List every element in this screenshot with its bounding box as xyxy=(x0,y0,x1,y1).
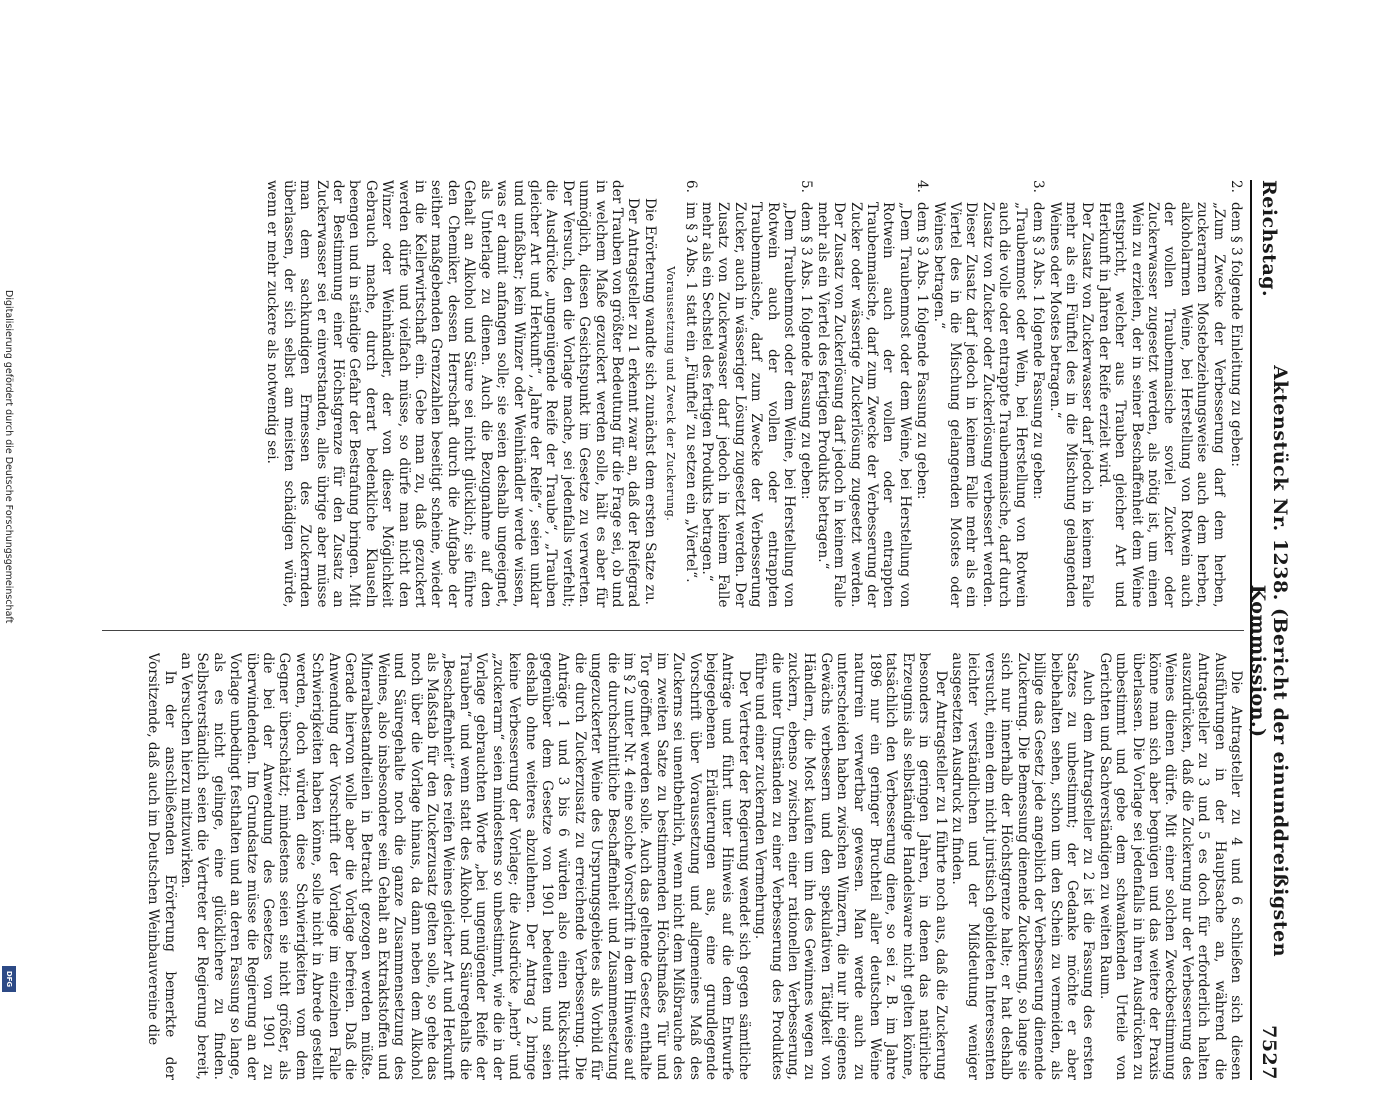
page-header xyxy=(1246,180,1291,1080)
list-item: „Dem Traubenmost oder dem Weine, bei Herstellung von Rotwein auch der vollen oder entrappten Traubenmaische, darf zum Zwecke der Verbesserung Zucker, auch in wässeriger Lösung zugesetzt werden. Der Zusatz von Zuckerwasser darf jedoch in keinem Falle mehr als ein Sechstel des fertigen Produkts betragen.“ xyxy=(698,202,797,608)
list-item: „Zum Zwecke der Verbesserung darf dem herben, zuckerarmen Mostebeziehungsweise auch dem herben, alkoholarmen Weine, bei Herstellung von Rotwein auch der vollen Traubenmaische soviel Zucker oder Zuckerwasser zugesetzt werden, als nötig ist, um einen Wein zu erzielen, der in seiner Beschaffenheit dem Weine entspricht, welcher aus Trauben gleicher Art und Herkunft in Jahren der Reife erzielt wird. xyxy=(1095,202,1227,608)
dfg-logo: DFG xyxy=(2,966,16,992)
paragraph: In der anschließenden Erörterung bemerkte der Vorsitzende, daß auch im Deutschen Weinbauvereine die xyxy=(144,652,178,1080)
paragraph: Auch dem Antragsteller zu 2 ist die Fassung des ersten Satzes zu unbestimmt; der Gedanke möchte er aber beibehalten sehen, schon um den Schein zu vermeiden, als billige das Gesetz jede angeblich der Verbesserung dienende Zuckerung. Die Bemessung dienende Zuckerung, so lange sie sich nur innerhalb der Höchstgrenze halte; er hat deshalb versucht, einen dem nicht juristisch gebildeten Interessenten leichter verständlichen und der Mißdeutung weniger ausgesetzten Ausdruck zu finden. xyxy=(948,652,1096,1080)
header-left: Reichstag. xyxy=(1257,180,1280,298)
paragraph: Der Vertreter der Regierung wendet sich gegen sämtliche Anträge und führt unter Hinweis auf die dem Entwurfe beigegebenen Erläuterungen aus, eine grundlegende Vorschrift über Voraussetzung und allgemeines Maß des Zuckerns sei unentbehrlich, wenn nicht dem Mißbrauche des im zweiten Satze zu bestimmenden Höchstmaßes Tür und Tor geöffnet werden solle. Auch das geltende Gesetz enthalte im § 2 unter Nr. 4 eine solche Vorschrift in dem Hinweise auf die durchschnittliche Beschaffenheit und Zusammensetzung ungezuckerter Weine des Ursprungsgebietes als Vorbild für die durch Zuckerzusatz zu erreichende Verbesserung. Die Anträge 1 und 3 bis 6 würden also einen Rückschritt gegenüber dem Gesetze von 1901 bedeuten und seien deshalb ohne weiteres abzulehnen. Der Antrag 2 bringe keine Verbesserung der Vorlage; die Ausdrücke „herb“ und „zuckerarm“ seien mindestens so unbestimmt, wie die in der Vorlage gebrauchten Worte „bei ungenügender Reife der Trauben“ und wenn statt des Alkohol- und Säuregehalts die „Beschaffenheit“ des reifen Weines gleicher Art und Herkunft als Maßstab für den Zuckerzusatz gelten solle, so gehe das noch über die Vorlage hinaus, da dann neben dem Alkohol und Säuregehalte noch die ganze Zusammensetzung des Weines, also insbesondere sein Gehalt an Extraktstoffen und Mineralbestandteilen in Betracht gezogen werden müßte. Gerade hiervon wolle aber die Vorlage befreien. Daß die Anwendung der Vorschrift der Vorlage im einzelnen Falle Schwierigkeiten haben könne, solle nicht in Abrede gestellt werden, doch würden diese Schwierigkeiten vom dem Gegner überschätzt; mindestens seien sie nicht größer, als die bei der Anwendung des Gesetzes von 1901 zu überwindenden. Im Grundsatze müsse die Regierung an der Vorlage unbedingt festhalten und an deren Fassung so lange, als es nicht gelinge, eine glücklichere zu finden. Selbstverständlich seien die Vertreter der Regierung bereit, an Versuchen hierzu mitzuwirken. xyxy=(177,652,752,1080)
list-item: 5.dem § 3 Abs. 1 folgende Fassung zu geben: xyxy=(797,180,814,500)
text-columns xyxy=(102,180,1244,1080)
header-title: Aktenstück Nr. 1238. (Bericht der einunddreißigsten Kommission.) xyxy=(1246,365,1291,958)
page-number: 7527 xyxy=(1257,1025,1280,1080)
list-item: 2.dem § 3 folgende Einleitung zu geben: xyxy=(1227,180,1244,468)
header-rule xyxy=(1250,180,1252,1080)
digitization-credit: Digitalisierung gefördert durch die Deutsche Forschungsgemeinschaft xyxy=(3,290,14,624)
scanned-page xyxy=(92,160,1292,1100)
list-item: 6.im § 3 Abs. 1 statt ein „Fünftel“ zu setzen ein „Viertel“. xyxy=(682,180,699,583)
left-column xyxy=(102,180,1244,608)
list-item: 3.dem § 3 Abs. 1 folgende Fassung zu geben: xyxy=(1029,180,1046,500)
section-heading: Voraussetzung und Zweck der Zuckerung. xyxy=(663,266,677,522)
list-item: „Traubenmost oder Wein, bei Herstellung von Rotwein auch die volle oder entrappte Traubenmaische, darf durch Zusatz von Zucker oder Zuckerlösung verbessert werden. Dieser Zusatz darf jedoch in keinem Falle mehr als ein Viertel des in die Mischung gelangenden Mostes oder Weines betragen.“ xyxy=(930,202,1029,608)
list-item: Der Zusatz von Zuckerwasser darf jedoch in keinem Falle mehr als ein Fünftel des in die Mischung gelangenden Weines oder Mostes betragen.“ xyxy=(1046,202,1095,608)
paragraph: Der Antragsteller zu 1 erkennt zwar an, daß der Reifegrad der Trauben von größter Bedeutung für die Frage sei, ob und in welchem Maße gezuckert werden solle, hält es aber für unmöglich, diesen Gesichtspunkt im Gesetze zu verwerten. Der Versuch, den die Vorlage mache, sei jedenfalls verfehlt; die Ausdrücke „ungenügende Reife der Traube“, „Trauben gleicher Art und Herkunft“, „Jahre der Reife“, seien unklar und unfaßbar; kein Winzer oder Weinhändler werde wissen, was er damit anfangen solle; sie seien deshalb ungeeignet, als Unterlage zu dienen. Auch die Bezugnahme auf den Gehalt an Alkohol und Säure sei nicht glücklich; sie führe den Chemiker, dessen Herrschaft durch die Aufgabe der seither maßgebenden Grenzzahlen beseitigt scheine, wieder in die Kellerwirtschaft ein. Gebe man zu, daß gezuckert werden dürfe und vielfach müsse, so dürfe man nicht den Winzer oder Weinhändler, der von dieser Möglichkeit Gebrauch mache, durch derart bedenkliche Klauseln beengen und in ständige Gefahr der Bestrafung bringen. Mit der Bestimmung einer Höchstgrenze für den Zusatz an Zuckerwasser sei er einverstanden, alles übrige aber müsse man dem sachkundigen Ermessen des Zuckernden überlassen, der sich selbst am meisten schädigen würde, wenn er mehr zuckere als notwendig sei. xyxy=(263,180,641,608)
right-column xyxy=(102,653,1244,1081)
list-item: „Dem Traubenmost oder dem Weine, bei Herstellung von Rotwein auch der vollen oder entrappten Traubenmaische, darf zum Zwecke der Verbesserung der Zucker oder wässerige Zuckerlösung zugesetzt werden. Der Zusatz von Zuckerlösung darf jedoch in keinem Falle mehr als ein Viertel des fertigen Produkts betragen.“ xyxy=(814,202,913,608)
paragraph: Die Antragsteller zu 4 und 6 schließen sich diesen Ausführungen in der Hauptsache an, während die Antragsteller zu 3 und 5 es doch für erforderlich halten auszudrücken, daß die Zuckerung nur der Verbesserung des Weines dienen dürfe. Mit einer solchen Zweckbestimmung könne man sich aber begnügen und das weitere der Praxis überlassen. Die Vorlage sei jedenfalls in ihren Ausdrücken zu unbestimmt und gebe dem schwankenden Urteile von Gerichten und Sachverständigen zu weiten Raum. xyxy=(1096,652,1244,1080)
list-item: 4.dem § 3 Abs. 1 folgende Fassung zu geben: xyxy=(913,180,930,500)
paragraph: Die Erörterung wandte sich zunächst dem ersten Satze zu. xyxy=(641,198,658,605)
digitization-credit-strip xyxy=(0,0,18,1000)
column-divider xyxy=(102,630,1244,631)
paragraph: Der Antragsteller zu 1 führte noch aus, daß die Zuckerung besonders in geringen Jahren, in denen das natürliche Erzeugnis als selbständige Handelsware nicht gelten könne, tatsächlich den Verbesserung diene, so sei z. B. im Jahre 1896 nur ein geringer Bruchteil aller deutschen Weine naturrein verwertbar gewesen. Man werde auch zu unterscheiden haben zwischen Winzern, die nur ihr eigenes Gewächs verbessern und den spekulativen Tätigkeit von Händlern, die Most kaufen um ihn des Gewinnes wegen zu zuckern, ebenso zwischen einer rationellen Verbesserung, die unter Umständen zu einer Verbesserung des Produktes führe und einer zuckernden Vermehrung. xyxy=(751,652,949,1080)
